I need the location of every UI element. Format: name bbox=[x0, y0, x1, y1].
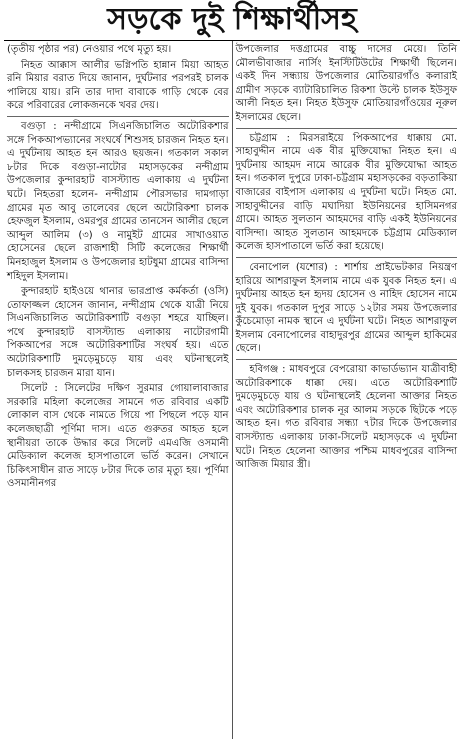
paragraph-rony-account: নিহত আক্কাস আলীর ভগ্নিপতি হান্নান মিয়া আহত রনি মিয়ার বরাত দিয়ে জানান, দুর্ঘটনার পরপরই চালক পালিয়ে যায়। রনি তার দাদা বাবাকে গাড়ি থেকে বের করে পরিবারের লোকজনকে খবর দেয়। bbox=[7, 59, 229, 112]
paragraph-kundarhat: কুন্দারহাট হাইওয়ে থানার ভারপ্রাপ্ত কর্মকর্তা (ওসি) তোফাজ্জল হোসেন জানান, নন্দীগ্রাম থেকে যাত্রী নিয়ে সিএনজিচালিত অটোরিকশাটি বগুড়া শহরে যাচ্ছিল। পথে কুন্দারহাট বাসস্ট্যান্ড এলাকায় নাটোরগামী পিকআপের সঙ্গে অটোরিকশাটির সংঘর্ষ হয়। এতে অটোরিকশাটি দুমড়েমুচড়ে যায় এবং ঘটনাস্থলেই চালকসহ চারজন মারা যান। bbox=[7, 286, 229, 379]
paragraph-continuation: (তৃতীয় পৃষ্ঠার পর) নেওয়ার পথে মৃত্যু হয়। bbox=[7, 44, 172, 55]
paragraph-sylhet: সিলেট : সিলেটের দক্ষিণ সুরমার গোয়ালাবাজার সরকারি মহিলা কলেজের সামনে গত রবিবার একটি লোকাল বাস থেকে নামতে গিয়ে পা পিছলে পড়ে যান কলেজছাত্রী পূর্ণিমা দাস। এতে গুরুতর আহত হলে স্থানীয়রা তাকে উদ্ধার করে সিলেট এমএজি ওসমানী মেডিক্যাল কলেজ হাসপাতালে ভর্তি করেন। সেখানে চিকিৎসাধীন রাত সাড়ে ৮টার দিকে তার মৃত্যু হয়। পূর্ণিমা ওসমানীনগর bbox=[7, 383, 229, 490]
left-column bbox=[4, 41, 232, 739]
paragraph-sylhet-continued: উপজেলার দত্তগ্রামের বাচ্চু দাসের মেয়ে। তিনি মৌলভীবাজার নার্সিং ইনস্টিটিউটের শিক্ষার্থী ছিলেন। একই দিন সন্ধ্যায় উপজেলার মোতিয়ারগাঁও কলারাই গ্রামীণ সড়কে ব্যাটারিচালিত রিকশা উল্টে চালক ইউসুফ আলী নিহত হন। নিহত ইউসুফ মোতিয়ারগাঁওয়ের নূরুল ইসলামের ছেলে। bbox=[235, 44, 457, 123]
section-divider bbox=[236, 257, 458, 258]
paragraph-chattogram: চট্টগ্রাম : মিরসরাইয়ে পিকআপের ধাক্কায় মো. সাহাবুদ্দীন নামে এক বীর মুক্তিযোদ্ধা নিহত হন। এ দুর্ঘটনায় আহমদ নামে আরেক বীর মুক্তিযোদ্ধা আহত হন। গতকাল দুপুরে ঢাকা-চট্টগ্রাম মহাসড়কের বড়তাকিয়া বাজারের বাইপাস এলাকায় এ দুর্ঘটনা ঘটে। নিহত মো. সাহাবুদ্দীনের বাড়ি মঘাদিয়া ইউনিয়নের হাসিমনগর গ্রামে। আহত সুলতান আহমদের বাড়ি একই ইউনিয়নের বাসিন্দা। আহত সুলতান আহমদকে চট্টগ্রাম মেডিক্যাল কলেজ হাসপাতালে ভর্তি করা হয়েছে। bbox=[235, 132, 457, 253]
section-divider bbox=[236, 359, 458, 360]
headline: সড়কে দুই শিক্ষার্থীসহ bbox=[107, 2, 357, 37]
article-columns bbox=[0, 41, 464, 739]
section-divider bbox=[236, 128, 458, 129]
paragraph-bogura: বগুড়া : নন্দীগ্রামে সিএনজিচালিত অটোরিকশার সঙ্গে পিকআপভ্যানের সংঘর্ষে শিশুসহ চারজন নিহত হন। এ দুর্ঘটনায় আহত হন আরও ছয়জন। গতকাল সকাল ৮টার দিকে বগুড়া-নাটোর মহাসড়কের নন্দীগ্রাম উপজেলার কুন্দারহাট বাসস্ট্যান্ড এলাকায় এ দুর্ঘটনা ঘটে। নিহতরা হলেন- নন্দীগ্রাম পৌরসভার দামগাড়া গ্রামের মৃত আবু তালেবের ছেলে অটোরিকশা চালক হেফজুল ইসলাম, ওমরপুর গ্রামের তানসেন আলীর ছেলে আব্দুল আলিম (৩) ও নামুইট গ্রামের সাখাওয়াত হোসেনের ছেলে রাজশাহী সিটি কলেজের শিক্ষার্থী মিনহাজুল ইসলাম ও উপজেলার হাটধুমা গ্রামের বাসিন্দা শহিদুল ইসলাম। bbox=[7, 120, 229, 282]
section-divider bbox=[7, 116, 229, 117]
paragraph-habiganj: হবিগঞ্জ : মাধবপুরে বেপরোয়া কাভার্ডভ্যান যাত্রীবাহী অটোরিকশাকে ধাক্কা দেয়। এতে অটোরিকশাটি দুমড়েমুচড়ে যায় ও ঘটনাস্থলেই হেলেনা আক্তার নিহত এবং অটোরিকশার চালক নূর আলম সড়কে ছিটকে পড়ে আহত হন। গত রবিবার সন্ধ্যা ৭টার দিকে উপজেলার বাসস্ট্যান্ড এলাকায় ঢাকা-সিলেট মহাসড়কে এ দুর্ঘটনা ঘটে। নিহত হেলেনা আক্তার পশ্চিম মাধবপুরের বাসিন্দা আজিজ মিয়ার স্ত্রী। bbox=[235, 364, 457, 471]
right-column bbox=[233, 41, 461, 739]
paragraph-benapole: বেনাপোল (যশোর) : শার্শায় প্রাইভেটকার নিয়ন্ত্রণ হারিয়ে আশরাফুল ইসলাম নামে এক যুবক নিহত হন। এ দুর্ঘটনায় আহত হন হৃদয় হোসেন ও নাহিদ হোসেন নামে দুই যুবক। গতকাল দুপুর সাড়ে ১২টার সময় উপজেলার কুঁচেমোড়া নামক স্থানে এ দুর্ঘটনা ঘটে। নিহত আশরাফুল ইসলাম বেনাপোলের বাহাদুরপুর গ্রামের আব্দুল হাকিমের ছেলে। bbox=[235, 261, 457, 355]
